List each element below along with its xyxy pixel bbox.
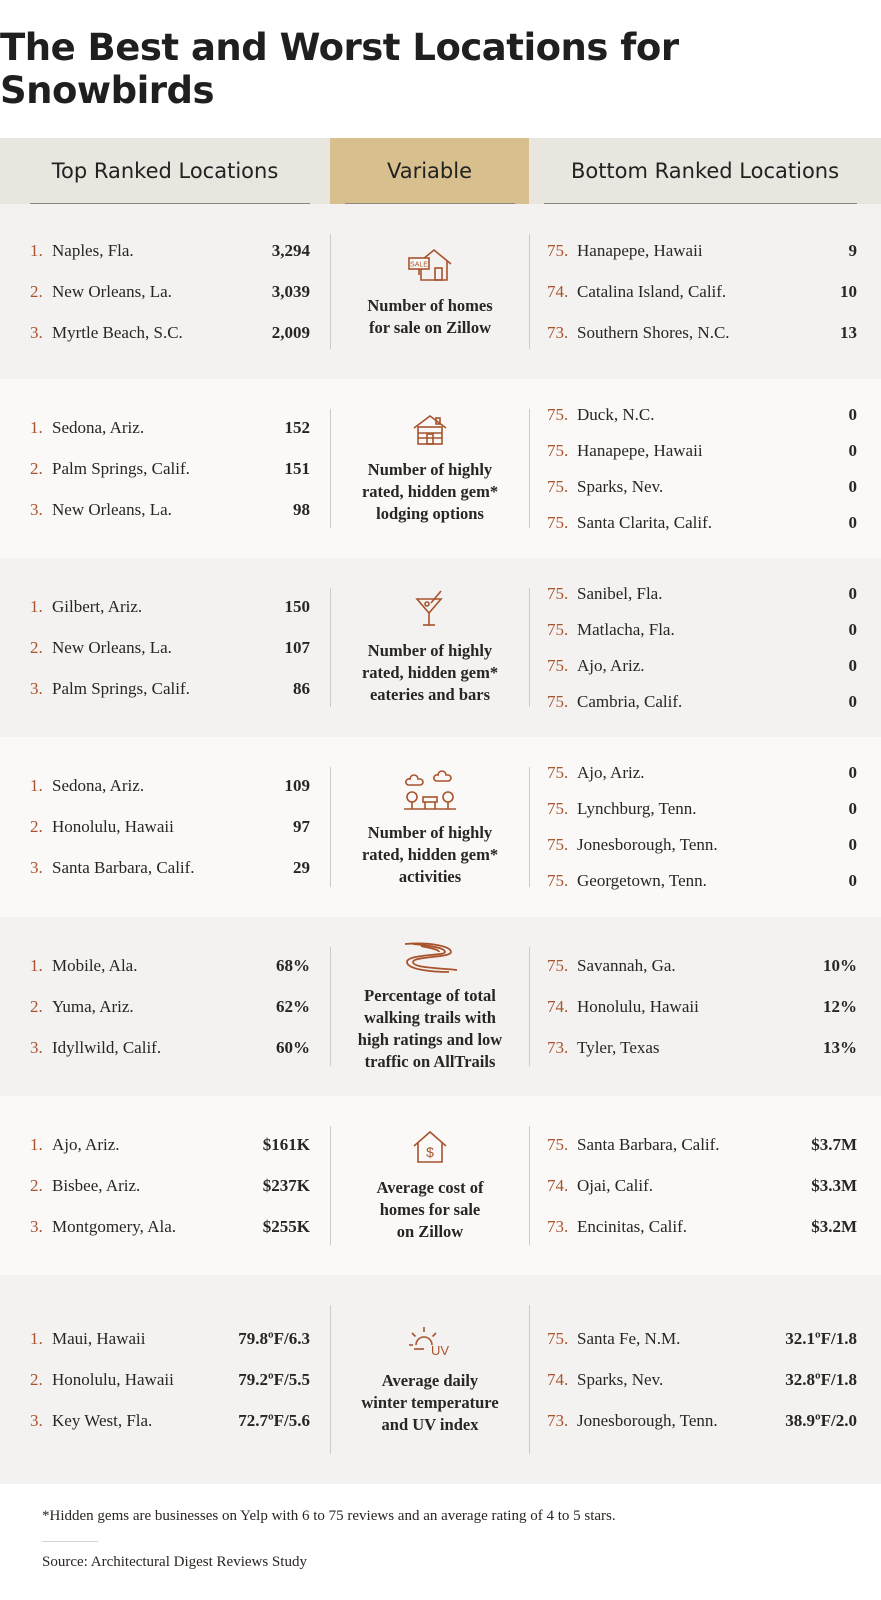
location-value: 0 [848, 763, 857, 782]
variable-label: Number of highly rated, hidden gem* lodging options [361, 460, 499, 523]
rank-number: 1. [30, 240, 43, 260]
trail-icon [399, 940, 461, 985]
list-item [547, 282, 857, 302]
rank-number: 2. [30, 637, 43, 657]
location-name: Maui, Hawaii [52, 1328, 146, 1348]
location-name: Sparks, Nev. [577, 1369, 664, 1389]
list-item [30, 1370, 310, 1390]
location-name: Cambria, Calif. [577, 691, 683, 711]
location-value: 150 [284, 596, 310, 616]
top-ranked-list [30, 917, 310, 1096]
list-item [30, 323, 310, 343]
variable-cell [345, 204, 515, 379]
list-item [30, 817, 310, 837]
list-item [30, 997, 310, 1017]
rank-number: 3. [30, 322, 43, 342]
location-value: 0 [848, 799, 857, 818]
location-name: Honolulu, Hawaii [52, 817, 174, 836]
location-value: $3.3M [811, 1175, 857, 1195]
location-name: New Orleans, La. [52, 499, 172, 519]
list-item [30, 1411, 310, 1431]
bottom-ranked-list [547, 737, 857, 917]
location-value: 0 [848, 655, 857, 675]
sun-uv-icon [408, 1323, 452, 1370]
list-item [30, 1176, 310, 1196]
variable-cell [345, 558, 515, 737]
list-item [30, 1329, 310, 1349]
list-item [547, 1370, 857, 1390]
rank-number: 74. [547, 1369, 569, 1389]
location-value: 10% [823, 955, 857, 975]
location-name: Mobile, Ala. [52, 955, 138, 975]
list-item [547, 692, 857, 712]
variable-section [0, 737, 881, 917]
list-item [30, 1217, 310, 1237]
header-top-ranked: Top Ranked Locations [0, 138, 330, 204]
location-value: 0 [848, 619, 857, 639]
list-item [547, 584, 857, 604]
list-item [30, 418, 310, 438]
location-value: 0 [848, 512, 857, 532]
variable-cell [345, 379, 515, 558]
rank-number: 75. [547, 655, 569, 675]
variable-section [0, 1096, 881, 1275]
bottom-ranked-list [547, 204, 857, 379]
list-item [547, 441, 857, 461]
location-value: 68% [276, 955, 310, 975]
table-header [0, 138, 881, 204]
list-item [547, 763, 857, 783]
location-value: $255K [262, 1216, 310, 1236]
location-value: 72.7ºF/5.6 [238, 1410, 310, 1430]
variable-cell [345, 1096, 515, 1275]
rank-number: 75. [547, 512, 569, 532]
location-value: 32.8ºF/1.8 [785, 1369, 857, 1389]
header-bottom-ranked: Bottom Ranked Locations [529, 138, 881, 204]
location-value: 79.8ºF/6.3 [238, 1328, 310, 1348]
rank-number: 75. [547, 240, 569, 260]
footnote: *Hidden gems are businesses on Yelp with 6 to 75 reviews and an average rating of 4 to 5 stars. [42, 1508, 616, 1524]
rank-number: 2. [30, 1175, 43, 1195]
location-name: Honolulu, Hawaii [52, 1369, 174, 1389]
location-name: Hanapepe, Hawaii [577, 240, 703, 260]
location-value: 0 [848, 404, 857, 424]
location-name: Ajo, Ariz. [577, 655, 645, 675]
column-divider [529, 767, 530, 887]
rank-number: 75. [547, 763, 569, 782]
location-name: Bisbee, Ariz. [52, 1175, 141, 1195]
column-divider [529, 947, 530, 1066]
location-name: Jonesborough, Tenn. [577, 835, 718, 854]
list-item [547, 997, 857, 1017]
location-name: Catalina Island, Calif. [577, 281, 727, 301]
location-value: 13 [840, 322, 857, 342]
list-item [547, 1411, 857, 1431]
svg-text:$: $ [426, 1144, 434, 1160]
page-title: The Best and Worst Locations for Snowbirds [0, 26, 679, 112]
location-value: 0 [848, 583, 857, 603]
list-item [547, 1135, 857, 1155]
location-value: 38.9ºF/2.0 [785, 1410, 857, 1430]
variable-label: Average cost of homes for sale on Zillow [376, 1178, 484, 1241]
rank-number: 75. [547, 1134, 569, 1154]
location-name: Matlacha, Fla. [577, 619, 675, 639]
location-value: $3.2M [811, 1216, 857, 1236]
location-value: $3.7M [811, 1134, 857, 1154]
rank-number: 75. [547, 871, 569, 890]
list-item [547, 956, 857, 976]
top-ranked-list [30, 1275, 310, 1484]
rank-number: 1. [30, 776, 43, 795]
bottom-ranked-list [547, 379, 857, 558]
column-divider [330, 767, 331, 887]
rank-number: 2. [30, 281, 43, 301]
location-value: $237K [262, 1175, 310, 1195]
rank-number: 1. [30, 596, 43, 616]
list-item [30, 597, 310, 617]
list-item [30, 500, 310, 520]
rank-number: 75. [547, 619, 569, 639]
top-ranked-list [30, 1096, 310, 1275]
rank-number: 73. [547, 1410, 569, 1430]
list-item [547, 656, 857, 676]
variable-section [0, 917, 881, 1096]
location-name: Key West, Fla. [52, 1410, 153, 1430]
location-name: Duck, N.C. [577, 404, 655, 424]
rank-number: 75. [547, 440, 569, 460]
column-divider [330, 234, 331, 349]
variable-label: Number of highly rated, hidden gem* activities [361, 822, 499, 886]
column-divider [330, 1126, 331, 1245]
location-value: 0 [848, 440, 857, 460]
rank-number: 2. [30, 1369, 43, 1389]
rank-number: 1. [30, 1328, 43, 1348]
location-name: Santa Clarita, Calif. [577, 512, 713, 532]
location-value: 0 [848, 871, 857, 890]
location-name: Gilbert, Ariz. [52, 596, 143, 616]
list-item [547, 513, 857, 533]
location-value: 10 [840, 281, 857, 301]
location-name: Sparks, Nev. [577, 476, 664, 496]
location-value: 151 [284, 458, 310, 478]
list-item [547, 477, 857, 497]
location-value: 32.1ºF/1.8 [785, 1328, 857, 1348]
rank-number: 1. [30, 1134, 43, 1154]
rank-number: 1. [30, 955, 43, 975]
column-divider [529, 1305, 530, 1454]
list-item [30, 1038, 310, 1058]
location-name: New Orleans, La. [52, 637, 172, 657]
variable-section [0, 379, 881, 558]
column-divider [529, 588, 530, 707]
column-divider [529, 409, 530, 528]
variable-section [0, 558, 881, 737]
bottom-ranked-list [547, 1275, 857, 1484]
bottom-ranked-list [547, 1096, 857, 1275]
rank-number: 74. [547, 1175, 569, 1195]
list-item [547, 799, 857, 819]
variable-cell [345, 1275, 515, 1484]
location-value: 97 [293, 817, 310, 836]
column-divider [330, 588, 331, 707]
location-name: Naples, Fla. [52, 240, 134, 260]
location-value: 62% [276, 996, 310, 1016]
rank-number: 2. [30, 817, 43, 836]
location-value: 9 [848, 240, 857, 260]
cocktail-icon [413, 589, 447, 640]
rank-number: 75. [547, 404, 569, 424]
rank-number: 3. [30, 1410, 43, 1430]
location-value: 98 [293, 499, 310, 519]
rank-number: 74. [547, 281, 569, 301]
top-ranked-list [30, 204, 310, 379]
list-item [30, 459, 310, 479]
variable-cell [345, 917, 515, 1096]
rank-number: 2. [30, 458, 43, 478]
list-item [30, 638, 310, 658]
location-name: Tyler, Texas [577, 1037, 660, 1057]
location-name: Hanapepe, Hawaii [577, 440, 703, 460]
list-item [547, 1217, 857, 1237]
rank-number: 3. [30, 1037, 43, 1057]
list-item [30, 776, 310, 796]
list-item [547, 241, 857, 261]
list-item [547, 1038, 857, 1058]
house-dollar-icon [410, 1128, 450, 1177]
location-name: Jonesborough, Tenn. [577, 1410, 718, 1430]
source-note: Source: Architectural Digest Reviews Study [42, 1554, 307, 1570]
list-item [547, 323, 857, 343]
location-name: Sanibel, Fla. [577, 583, 663, 603]
variable-label: Number of homes for sale on Zillow [367, 296, 493, 337]
column-divider [330, 409, 331, 528]
rank-number: 3. [30, 1216, 43, 1236]
variable-label: Average daily winter temperature and UV index [361, 1371, 499, 1434]
cabin-icon [410, 412, 450, 459]
header-variable: Variable [330, 138, 529, 204]
list-item [547, 405, 857, 425]
location-value: 13% [823, 1037, 857, 1057]
location-value: 0 [848, 835, 857, 854]
location-name: Santa Barbara, Calif. [52, 858, 195, 877]
location-name: Georgetown, Tenn. [577, 871, 707, 890]
location-name: Santa Barbara, Calif. [577, 1134, 720, 1154]
svg-text:UV: UV [430, 1343, 450, 1358]
location-name: Palm Springs, Calif. [52, 458, 190, 478]
location-value: 0 [848, 691, 857, 711]
rank-number: 75. [547, 476, 569, 496]
rank-number: 75. [547, 955, 569, 975]
location-name: Ajo, Ariz. [577, 763, 645, 782]
top-ranked-list [30, 737, 310, 917]
rank-number: 3. [30, 678, 43, 698]
location-value: 3,294 [271, 240, 310, 260]
rank-number: 75. [547, 1328, 569, 1348]
location-name: Honolulu, Hawaii [577, 996, 699, 1016]
list-item [547, 1176, 857, 1196]
location-name: Sedona, Ariz. [52, 776, 145, 795]
location-value: 3,039 [271, 281, 310, 301]
rank-number: 3. [30, 858, 43, 877]
bottom-ranked-list [547, 917, 857, 1096]
location-value: $161K [262, 1134, 310, 1154]
variable-section [0, 204, 881, 379]
list-item [547, 871, 857, 891]
location-name: Ojai, Calif. [577, 1175, 654, 1195]
column-divider [330, 947, 331, 1066]
rank-number: 3. [30, 499, 43, 519]
list-item [30, 241, 310, 261]
rank-number: 75. [547, 799, 569, 818]
list-item [30, 679, 310, 699]
location-value: 2,009 [271, 322, 310, 342]
rank-number: 75. [547, 691, 569, 711]
location-name: Yuma, Ariz. [52, 996, 134, 1016]
location-value: 152 [284, 417, 310, 437]
location-name: Santa Fe, N.M. [577, 1328, 681, 1348]
list-item [30, 282, 310, 302]
location-name: Ajo, Ariz. [52, 1134, 120, 1154]
location-value: 60% [276, 1037, 310, 1057]
top-ranked-list [30, 379, 310, 558]
rank-number: 73. [547, 322, 569, 342]
location-name: Savannah, Ga. [577, 955, 676, 975]
house-sale-icon [405, 244, 455, 295]
location-name: Myrtle Beach, S.C. [52, 322, 183, 342]
list-item [30, 1135, 310, 1155]
rank-number: 1. [30, 417, 43, 437]
location-name: Lynchburg, Tenn. [577, 799, 697, 818]
location-value: 109 [284, 776, 310, 795]
list-item [547, 1329, 857, 1349]
location-name: Encinitas, Calif. [577, 1216, 688, 1236]
variable-label: Number of highly rated, hidden gem* eateries and bars [361, 641, 499, 704]
footer [0, 1484, 881, 1600]
variable-section [0, 1275, 881, 1484]
rank-number: 2. [30, 996, 43, 1016]
rank-number: 75. [547, 835, 569, 854]
list-item [547, 620, 857, 640]
column-divider [330, 1305, 331, 1454]
rank-number: 75. [547, 583, 569, 603]
location-value: 29 [293, 858, 310, 877]
location-name: Southern Shores, N.C. [577, 322, 730, 342]
location-name: New Orleans, La. [52, 281, 172, 301]
top-ranked-list [30, 558, 310, 737]
location-value: 107 [284, 637, 310, 657]
location-value: 86 [293, 678, 310, 698]
location-name: Montgomery, Ala. [52, 1216, 177, 1236]
location-name: Idyllwild, Calif. [52, 1037, 162, 1057]
rank-number: 74. [547, 996, 569, 1016]
column-divider [529, 234, 530, 349]
park-icon [402, 767, 458, 822]
location-name: Palm Springs, Calif. [52, 678, 190, 698]
location-value: 0 [848, 476, 857, 496]
variable-cell [345, 737, 515, 917]
svg-text:SALE: SALE [410, 261, 428, 269]
footer-divider [42, 1541, 98, 1542]
list-item [547, 835, 857, 855]
list-item [30, 858, 310, 878]
list-item [30, 956, 310, 976]
bottom-ranked-list [547, 558, 857, 737]
rank-number: 73. [547, 1037, 569, 1057]
variable-label: Percentage of total walking trails with high ratings and low traffic on AllTrails [357, 986, 503, 1071]
location-value: 12% [823, 996, 857, 1016]
column-divider [529, 1126, 530, 1245]
rank-number: 73. [547, 1216, 569, 1236]
location-value: 79.2ºF/5.5 [238, 1369, 310, 1389]
location-name: Sedona, Ariz. [52, 417, 145, 437]
